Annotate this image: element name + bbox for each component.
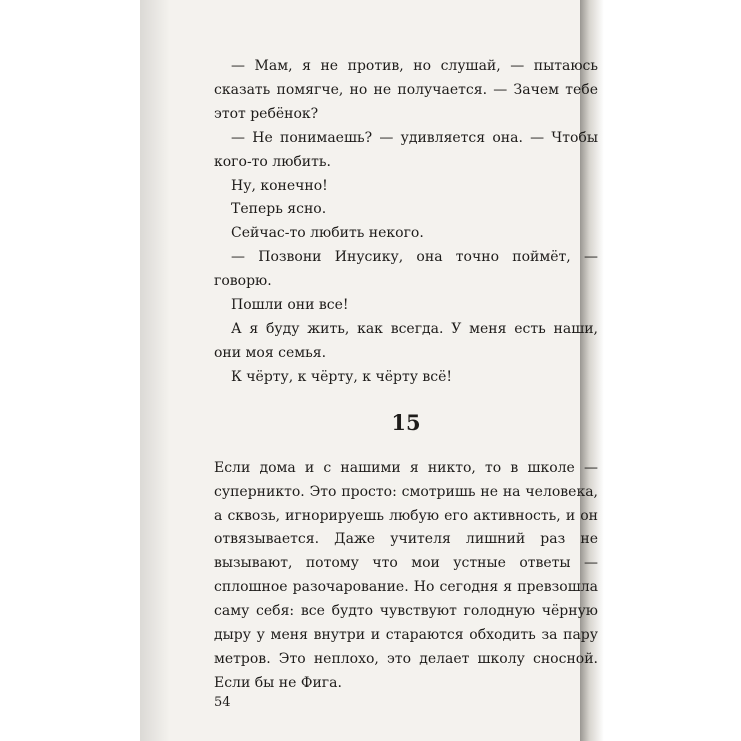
spine-shadow [140,0,170,741]
paragraph: Ну, конечно! [231,177,328,194]
page-text [214,55,598,696]
paragraph: Если дома и с нашими я никто, то в школе — суперникто. Это просто: смотришь не на человека, а сквозь, игнорируешь любую его активность, и он отвязывается. Даже учителя лишний раз не вызывают, потому что мои устные ответы — сплошное разочарование. Но сегодня я превзошла саму себя: все будто чувствуют голодную чёрную дыру у меня внутри и стараются обходить за пару метров. Это неплохо, это делает школу сносной. Если бы не Фига. [214,459,598,691]
paragraph: К чёрту, к чёрту, к чёрту всё! [231,368,453,385]
paragraph: Сейчас-то любить некого. [231,225,424,242]
chapter-heading: 15 [391,409,421,435]
paragraph: Теперь ясно. [231,201,327,218]
paragraph: Пошли они все! [231,297,349,314]
paragraph: А я буду жить, как всегда. У меня есть наши, они моя семья. [214,320,598,361]
paragraph: — Не понимаешь? — удивляется она. — Чтобы кого-то любить. [214,129,598,170]
paragraph: — Мам, я не против, но слушай, — пытаюсь сказать помягче, но не получается. — Зачем тебе этот ребёнок? [214,58,598,122]
page-number: 54 [214,695,231,710]
paragraph: — Позвони Инусику, она точно поймёт, — говорю. [214,249,598,290]
